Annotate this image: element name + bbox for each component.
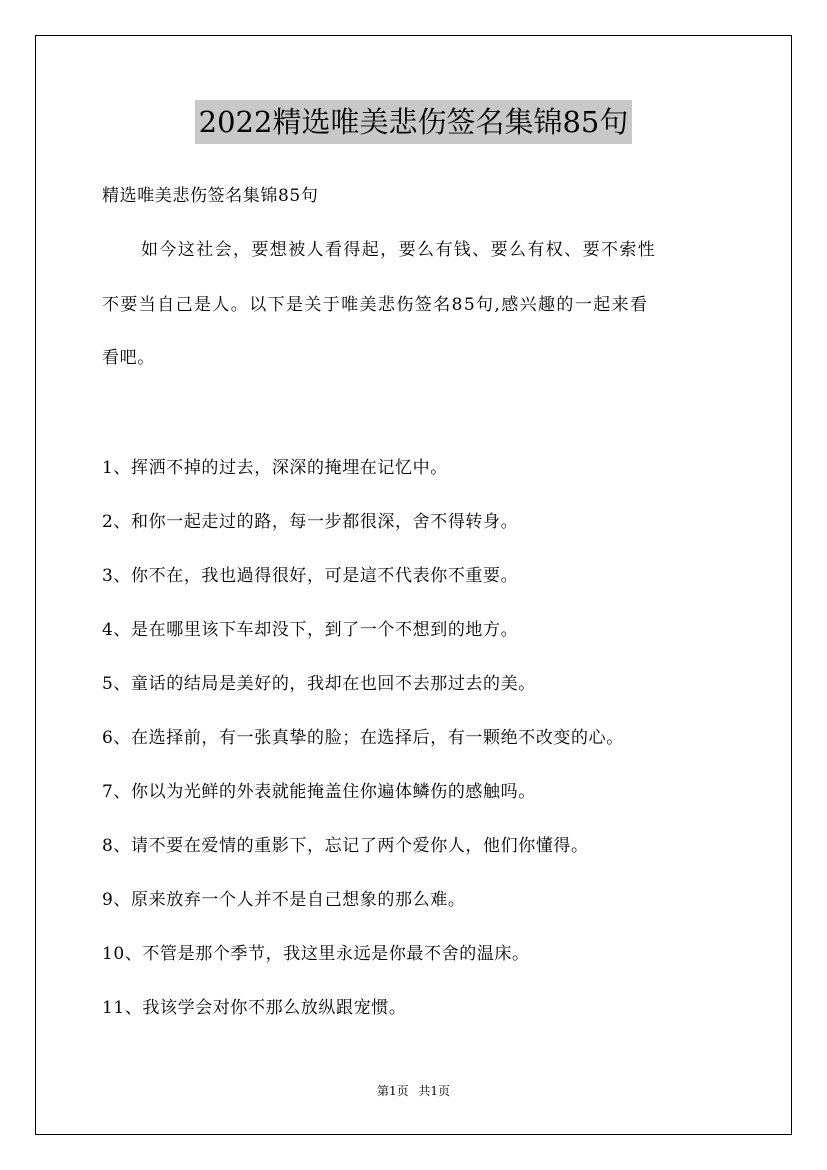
document-title: 2022精选唯美悲伤签名集锦85句: [195, 100, 633, 144]
intro-line-3: 看吧。: [102, 348, 155, 368]
list-item: 7、你以为光鲜的外表就能掩盖住你遍体鳞伤的感触吗。: [102, 782, 536, 802]
list-item: 4、是在哪里该下车却没下，到了一个不想到的地方。: [102, 620, 519, 640]
page-number: 第1页: [376, 1084, 409, 1098]
intro-line-1: 如今这社会，要想被人看得起，要么有钱、要么有权、要不索性: [141, 240, 657, 260]
intro-line-2: 不要当自己是人。以下是关于唯美悲伤签名85句,感兴趣的一起来看: [102, 295, 649, 315]
list-item: 8、请不要在爱情的重影下，忘记了两个爱你人，他们你懂得。: [102, 836, 589, 856]
list-item: 6、在选择前，有一张真挚的脸；在选择后，有一颗绝不改变的心。: [102, 728, 624, 748]
page-total: 共1页: [418, 1084, 451, 1098]
document-subtitle: 精选唯美悲伤签名集锦85句: [102, 186, 319, 206]
page-footer: [0, 1082, 827, 1099]
title-container: [0, 100, 827, 144]
list-item: 1、挥洒不掉的过去，深深的掩埋在记忆中。: [102, 458, 448, 478]
list-item: 5、童话的结局是美好的，我却在也回不去那过去的美。: [102, 674, 536, 694]
list-item: 9、原来放弃一个人并不是自己想象的那么难。: [102, 890, 466, 910]
list-item: 10、不管是那个季节，我这里永远是你最不舍的温床。: [102, 944, 530, 964]
list-item: 3、你不在，我也過得很好，可是這不代表你不重要。: [102, 566, 519, 586]
list-item: 2、和你一起走过的路，每一步都很深，舍不得转身。: [102, 512, 519, 532]
list-item: 11、我该学会对你不那么放纵跟宠惯。: [102, 998, 407, 1018]
